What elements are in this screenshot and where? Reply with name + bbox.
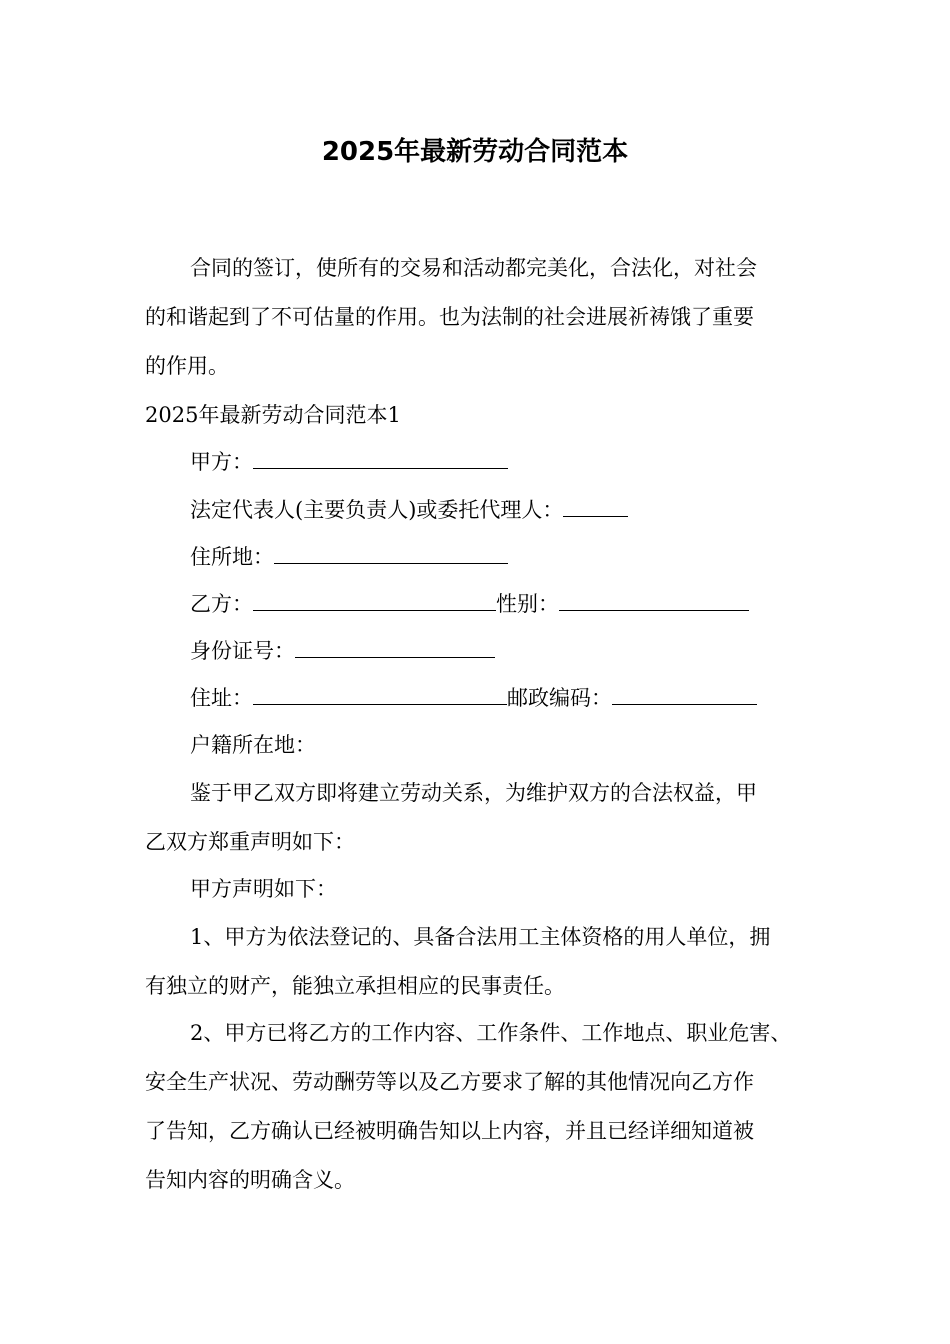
clause1-line-1: 1、甲方为依法登记的、具备合法用工主体资格的用人单位，拥 (190, 925, 771, 949)
intro-line-2: 的和谐起到了不可估量的作用。也为法制的社会进展祈祷饿了重要 (145, 305, 754, 329)
party-b-label: 乙方： (190, 592, 253, 616)
representative-blank (563, 498, 628, 517)
party-a-blank (253, 450, 508, 469)
address-blank (253, 686, 507, 705)
postcode-blank (612, 686, 757, 705)
representative-row (190, 495, 628, 525)
section-title: 2025年最新劳动合同范本1 (145, 403, 401, 427)
id-number-row (190, 636, 495, 666)
address-label: 住址： (190, 686, 253, 710)
gender-label: 性别： (496, 592, 559, 616)
intro-line-3: 的作用。 (145, 354, 229, 378)
clause2-line-1: 2、甲方已将乙方的工作内容、工作条件、工作地点、职业危害、 (190, 1021, 792, 1045)
clause2-line-3: 了告知，乙方确认已经被明确告知以上内容，并且已经详细知道被 (145, 1119, 754, 1143)
gender-blank (559, 592, 749, 611)
document-title: 2025年最新劳动合同范本 (321, 137, 629, 167)
party-a-row (190, 447, 508, 477)
clause1-line-2: 有独立的财产，能独立承担相应的民事责任。 (145, 974, 565, 998)
id-number-label: 身份证号： (190, 639, 295, 663)
postcode-label: 邮政编码： (507, 686, 612, 710)
household-label: 户籍所在地： (190, 733, 316, 757)
party-b-blank (253, 592, 496, 611)
preamble-line-2: 乙双方郑重声明如下： (145, 830, 355, 854)
clause2-line-2: 安全生产状况、劳动酬劳等以及乙方要求了解的其他情况向乙方作 (145, 1070, 754, 1094)
id-number-blank (295, 639, 495, 658)
intro-line-1: 合同的签订，使所有的交易和活动都完美化，合法化，对社会 (190, 256, 757, 280)
domicile-row (190, 542, 508, 572)
party-a-label: 甲方： (190, 450, 253, 474)
domicile-label: 住所地： (190, 545, 274, 569)
domicile-blank (274, 545, 508, 564)
preamble-line-1: 鉴于甲乙双方即将建立劳动关系，为维护双方的合法权益，甲 (190, 781, 757, 805)
party-a-statement-title: 甲方声明如下： (190, 877, 337, 901)
party-b-row (190, 589, 749, 619)
address-row (190, 683, 757, 713)
representative-label: 法定代表人(主要负责人)或委托代理人： (190, 498, 564, 522)
clause2-line-4: 告知内容的明确含义。 (145, 1168, 355, 1192)
